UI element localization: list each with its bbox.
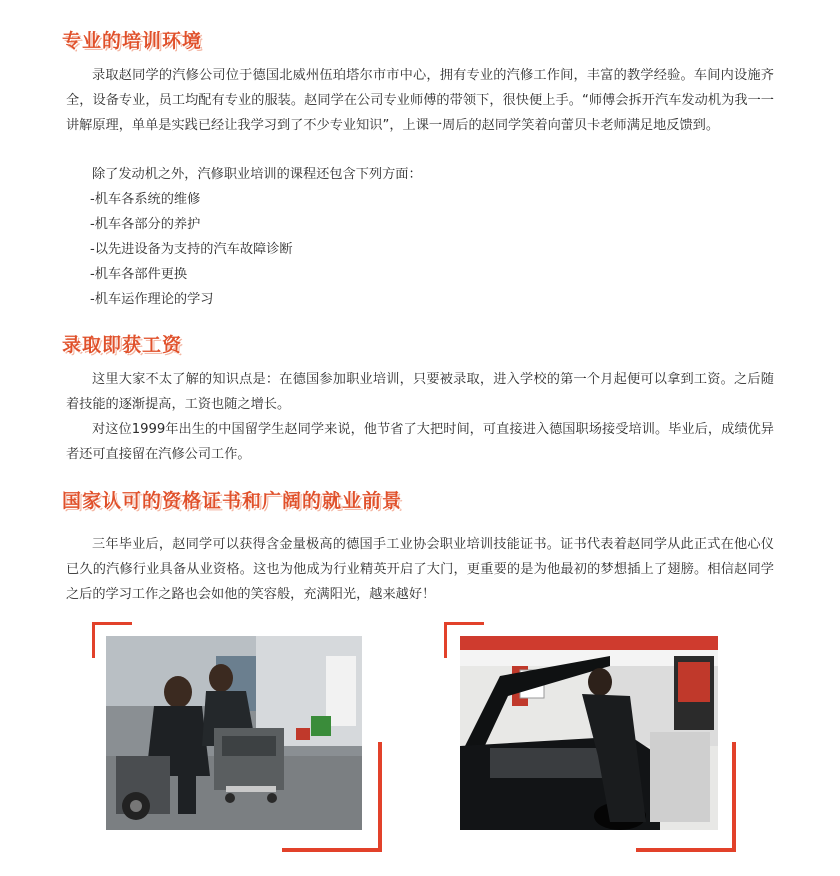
frame-corner-bottom-right — [378, 742, 382, 852]
course-topic-list — [90, 187, 293, 312]
frame-corner-bottom-right — [732, 742, 736, 852]
frame-corner-top-left — [92, 622, 95, 658]
list-item: -机车各系统的维修 — [90, 192, 201, 207]
section-heading-certificate: 国家认可的资格证书和广阔的就业前景 — [62, 490, 403, 512]
paragraph-salary-2: 对这位1999年出生的中国留学生赵同学来说，他节省了大把时间，可直接进入德国职场接受培训。毕业后，成绩优异者还可直接留在汽修公司工作。 — [66, 422, 774, 462]
frame-corner-top-left — [92, 622, 132, 625]
list-item: -机车各部件更换 — [90, 267, 188, 282]
frame-corner-top-left — [444, 622, 447, 658]
paragraph-salary-1: 这里大家不太了解的知识点是：在德国参加职业培训，只要被录取，进入学校的第一个月起便可以拿到工资。之后随着技能的逐渐提高，工资也随之增长。 — [66, 372, 774, 412]
photo-frame-right — [444, 622, 736, 852]
paragraph-certificate: 三年毕业后，赵同学可以获得含金量极高的德国手工业协会职业培训技能证书。证书代表着赵同学从此正式在他心仪已久的汽修行业具备从业资格。这也为他成为行业精英开启了大门，更重要的是为他最初的梦想插上了翅膀。相信赵同学之后的学习工作之路也会如他的笑容般，充满阳光，越来越好！ — [66, 537, 774, 602]
photo-mechanic-car-hood — [460, 636, 718, 830]
list-item: -以先进设备为支持的汽车故障诊断 — [90, 242, 293, 257]
list-item: -机车运作理论的学习 — [90, 292, 214, 307]
section-heading-salary: 录取即获工资 — [62, 334, 183, 356]
frame-corner-top-left — [444, 622, 484, 625]
frame-corner-bottom-right — [636, 848, 736, 852]
photo-frame-left — [92, 622, 382, 852]
list-item: -机车各部分的养护 — [90, 217, 201, 232]
frame-corner-bottom-right — [282, 848, 382, 852]
section-heading-training-environment: 专业的培训环境 — [62, 30, 203, 52]
paragraph-training-environment: 录取赵同学的汽修公司位于德国北威州伍珀塔尔市市中心，拥有专业的汽修工作间，丰富的教学经验。车间内设施齐全，设备专业，员工均配有专业的服装。赵同学在公司专业师傅的带领下，很快便上手。“师傅会拆开汽车发动机为我一一讲解原理，单单是实践已经让我学习到了不少专业知识”，上课一周后的赵同学笑着向蕾贝卡老师满足地反馈到。 — [66, 68, 774, 133]
photo-mechanics-engine — [106, 636, 362, 830]
paragraph-course-intro: 除了发动机之外，汽修职业培训的课程还包含下列方面： — [92, 167, 422, 182]
